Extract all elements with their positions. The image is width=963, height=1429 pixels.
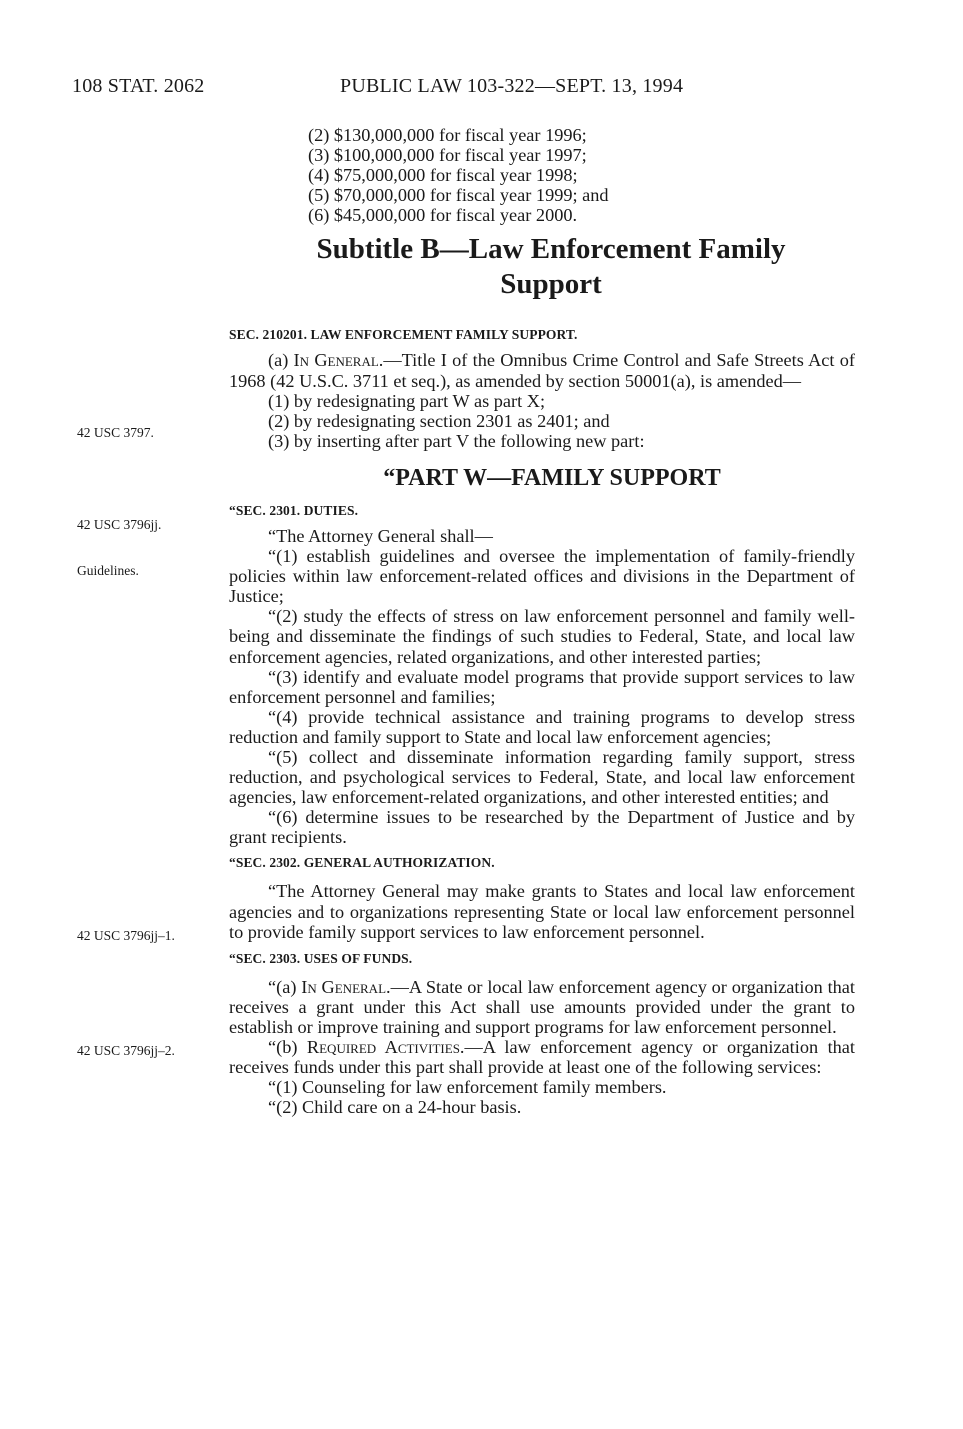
list-item: (2) $130,000,000 for fiscal year 1996; [308,125,587,145]
margin-note-42-usc-3797: 42 USC 3797. [77,425,154,440]
section-heading: “SEC. 2301. DUTIES. [229,502,359,518]
paragraph-label-smallcaps: equired Activities [319,1037,460,1057]
subtitle-line: Support [500,267,602,300]
main-text [229,125,855,1117]
part-heading: “PART W—FAMILY SUPPORT [383,464,721,491]
margin-note-42-usc-3796jj: 42 USC 3796jj. [77,517,162,532]
list-item: (1) by redesignating part W as part X; [268,390,546,411]
list-item: (5) $70,000,000 for fiscal year 1999; and [308,185,609,206]
section-heading: “SEC. 2302. GENERAL AUTHORIZATION. [229,855,495,871]
margin-note-guidelines: Guidelines. [77,563,139,578]
list-item: “(5) collect and disseminate information regarding family support, stress reduction, and psychological services to Federal, State, and local law enforcement agencies, law enforcement-related organizations, and other interested entities; and [229,746,855,808]
list-item: (3) $100,000,000 for fiscal year 1997; [308,145,587,166]
list-item: “(6) determine issues to be researched by the Department of Justice and by grant recipients. [229,807,855,848]
paragraph-text: .—Title I of the Omnibus Crime Control and Safe Streets Act of 1968 (42 U.S.C. 3711 et seq.), as amended by section 50001(a), is amended— [229,350,855,391]
paragraph-label-smallcaps: n General [299,350,379,371]
public-law-title: PUBLIC LAW 103-322—SEPT. 13, 1994 [340,75,684,97]
list-item: “(2) study the effects of stress on law enforcement personnel and family well-being and disseminate the findings of such studies to Federal, State, and local law enforcement agencies, related organizations, and other interested parties; [229,606,855,667]
page-header [72,75,892,98]
subtitle-heading [229,232,855,301]
list-item: (2) by redesignating section 2301 as 2401; and [268,410,610,431]
paragraph-text: .—A State or local law enforcement agency or organization that receives a grant under this Act shall use amounts provided under the grant to establish or improve training and support programs for law enforcement personnel. [229,976,855,1037]
list-item: (6) $45,000,000 for fiscal year 2000. [308,205,578,226]
paragraph-label: (a) I [268,350,300,371]
subtitle-line: Subtitle B—Law Enforcement Family [316,233,786,266]
section-paragraph [229,1037,855,1077]
paragraph-label-smallcaps: n General [307,976,387,997]
list-item: “(1) establish guidelines and oversee the implementation of family-friendly policies within law enforcement-related offices and divisions in the Department of Justice; [229,546,855,607]
funding-list [229,125,855,225]
section-heading: SEC. 210201. LAW ENFORCEMENT FAMILY SUPPORT. [229,327,578,343]
section-paragraph [229,350,855,390]
margin-note-42-usc-3796jj-1: 42 USC 3796jj–1. [77,928,175,943]
list-item: (3) by inserting after part V the following new part: [268,430,645,451]
section-paragraph: “The Attorney General may make grants to States and local law enforcement agencies and to organizations representing State or local law enforcement personnel to provide family support services to law enforcement personnel. [229,881,855,942]
margin-note-42-usc-3796jj-2: 42 USC 3796jj–2. [77,1043,175,1058]
statute-citation: 108 STAT. 2062 [72,75,205,97]
paragraph-label: “(b) R [268,1037,320,1057]
list-item: “(2) Child care on a 24-hour basis. [268,1097,522,1118]
list-item: “(4) provide technical assistance and training programs to develop stress reduction and family support to State and local law enforcement agencies; [229,706,855,747]
list-item: (4) $75,000,000 for fiscal year 1998; [308,165,578,186]
section-heading: “SEC. 2303. USES OF FUNDS. [229,950,413,966]
paragraph-text: .—A law enforcement agency or organization that receives funds under this part shall provide at least one of the following services: [229,1037,855,1078]
section-intro: “The Attorney General shall— [268,525,493,546]
section-paragraph [229,977,855,1037]
list-item: “(1) Counseling for law enforcement family members. [268,1077,667,1098]
paragraph-label: “(a) I [268,976,308,997]
list-item: “(3) identify and evaluate model programs that provide support services to law enforcement personnel and families; [229,666,855,707]
